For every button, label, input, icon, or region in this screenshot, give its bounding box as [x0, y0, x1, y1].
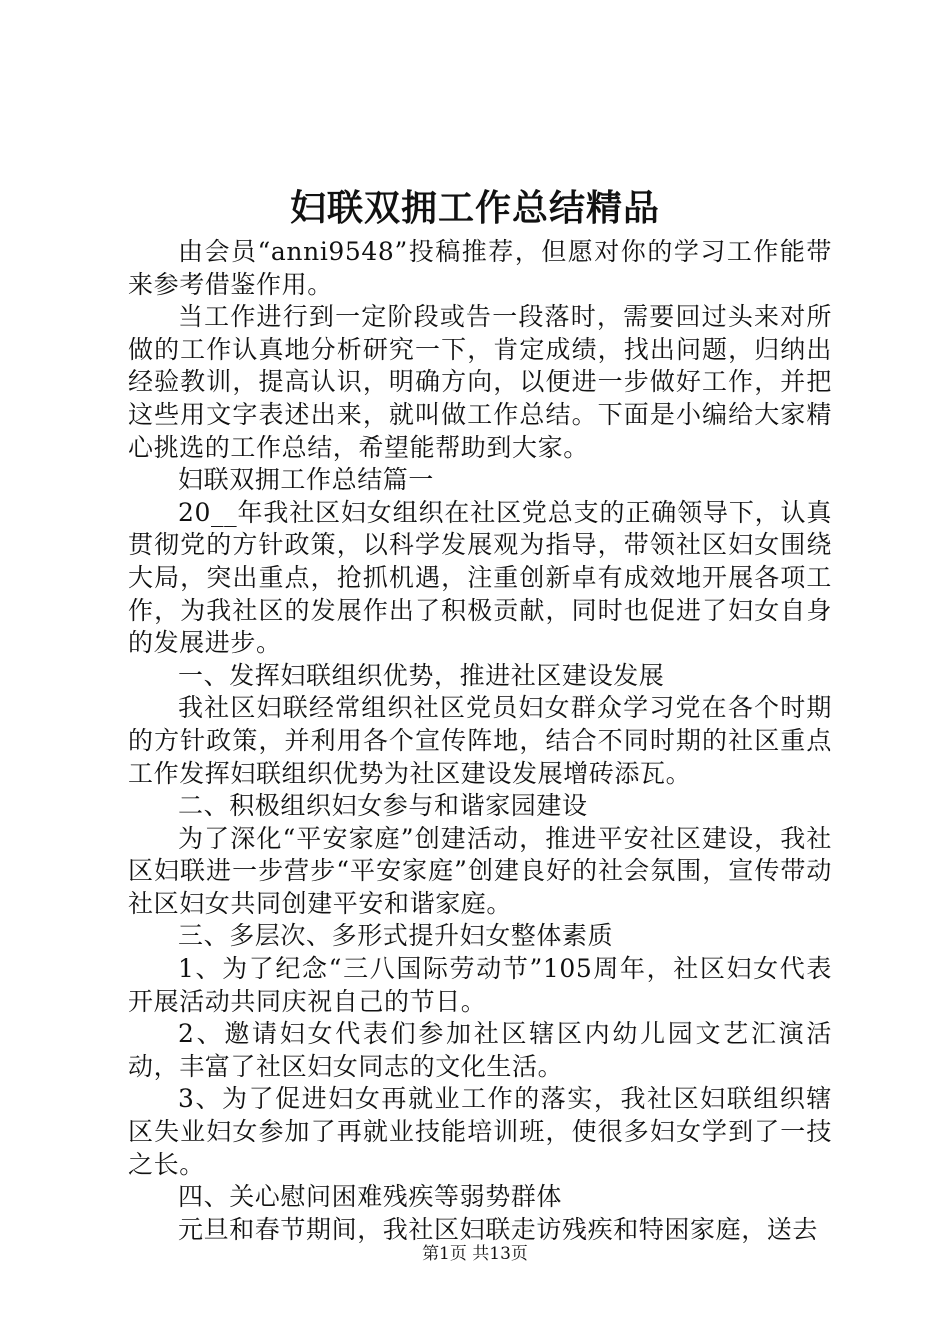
document-title: 妇联双拥工作总结精品 [289, 187, 660, 229]
paragraph-intro: 由会员“anni9548”投稿推荐，但愿对你的学习工作能带来参考借鉴作用。 [128, 237, 832, 299]
document-body [128, 236, 832, 1246]
paragraph-section-1: 我社区妇联经常组织社区党员妇女群众学习党在各个时期的方针政策，并利用各个宣传阵地，结合不同时期的社区重点工作发挥妇联组织优势为社区建设发展增砖添瓦。 [128, 693, 832, 788]
list-item-1: 1、为了纪念“三八国际劳动节”105周年，社区妇女代表开展活动共同庆祝自己的节日。 [128, 954, 832, 1016]
section-heading-3: 三、多层次、多形式提升妇女整体素质 [178, 921, 614, 951]
paragraph-section-2: 为了深化“平安家庭”创建活动，推进平安社区建设，我社区妇联进一步营步“平安家庭”创建良好的社会氛围，宣传带动社区妇女共同创建平安和谐家庭。 [128, 823, 832, 918]
section-heading-part-one: 妇联双拥工作总结篇一 [178, 465, 435, 495]
paragraph-summary-definition: 当工作进行到一定阶段或告一段落时，需要回过头来对所做的工作认真地分析研究一下，肯定成绩，找出问题，归纳出经验教训，提高认识，明确方向，以便进一步做好工作，并把这些用文字表述出来，就叫做工作总结。下面是小编给大家精心挑选的工作总结，希望能帮助到大家。 [128, 302, 832, 462]
list-item-3: 3、为了促进妇女再就业工作的落实，我社区妇联组织辖区失业妇女参加了再就业技能培训班，使很多妇女学到了一技之长。 [128, 1084, 832, 1179]
section-heading-4: 四、关心慰问困难残疾等弱势群体 [178, 1182, 563, 1212]
list-item-2: 2、邀请妇女代表们参加社区辖区内幼儿园文艺汇演活动，丰富了社区妇女同志的文化生活。 [128, 1019, 832, 1081]
section-heading-2: 二、积极组织妇女参与和谐家园建设 [178, 791, 588, 821]
paragraph-overview: 20__年我社区妇女组织在社区党总支的正确领导下，认真贯彻党的方针政策，以科学发展观为指导，带领社区妇女围绕大局，突出重点，抢抓机遇，注重创新卓有成效地开展各项工作，为我社区的发展作出了积极贡献，同时也促进了妇女自身的发展进步。 [128, 497, 832, 658]
paragraph-section-4: 元旦和春节期间，我社区妇联走访残疾和特困家庭，送去 [178, 1214, 819, 1244]
page-number-footer: 第1页 共13页 [422, 1244, 528, 1264]
section-heading-1: 一、发挥妇联组织优势，推进社区建设发展 [178, 660, 665, 690]
